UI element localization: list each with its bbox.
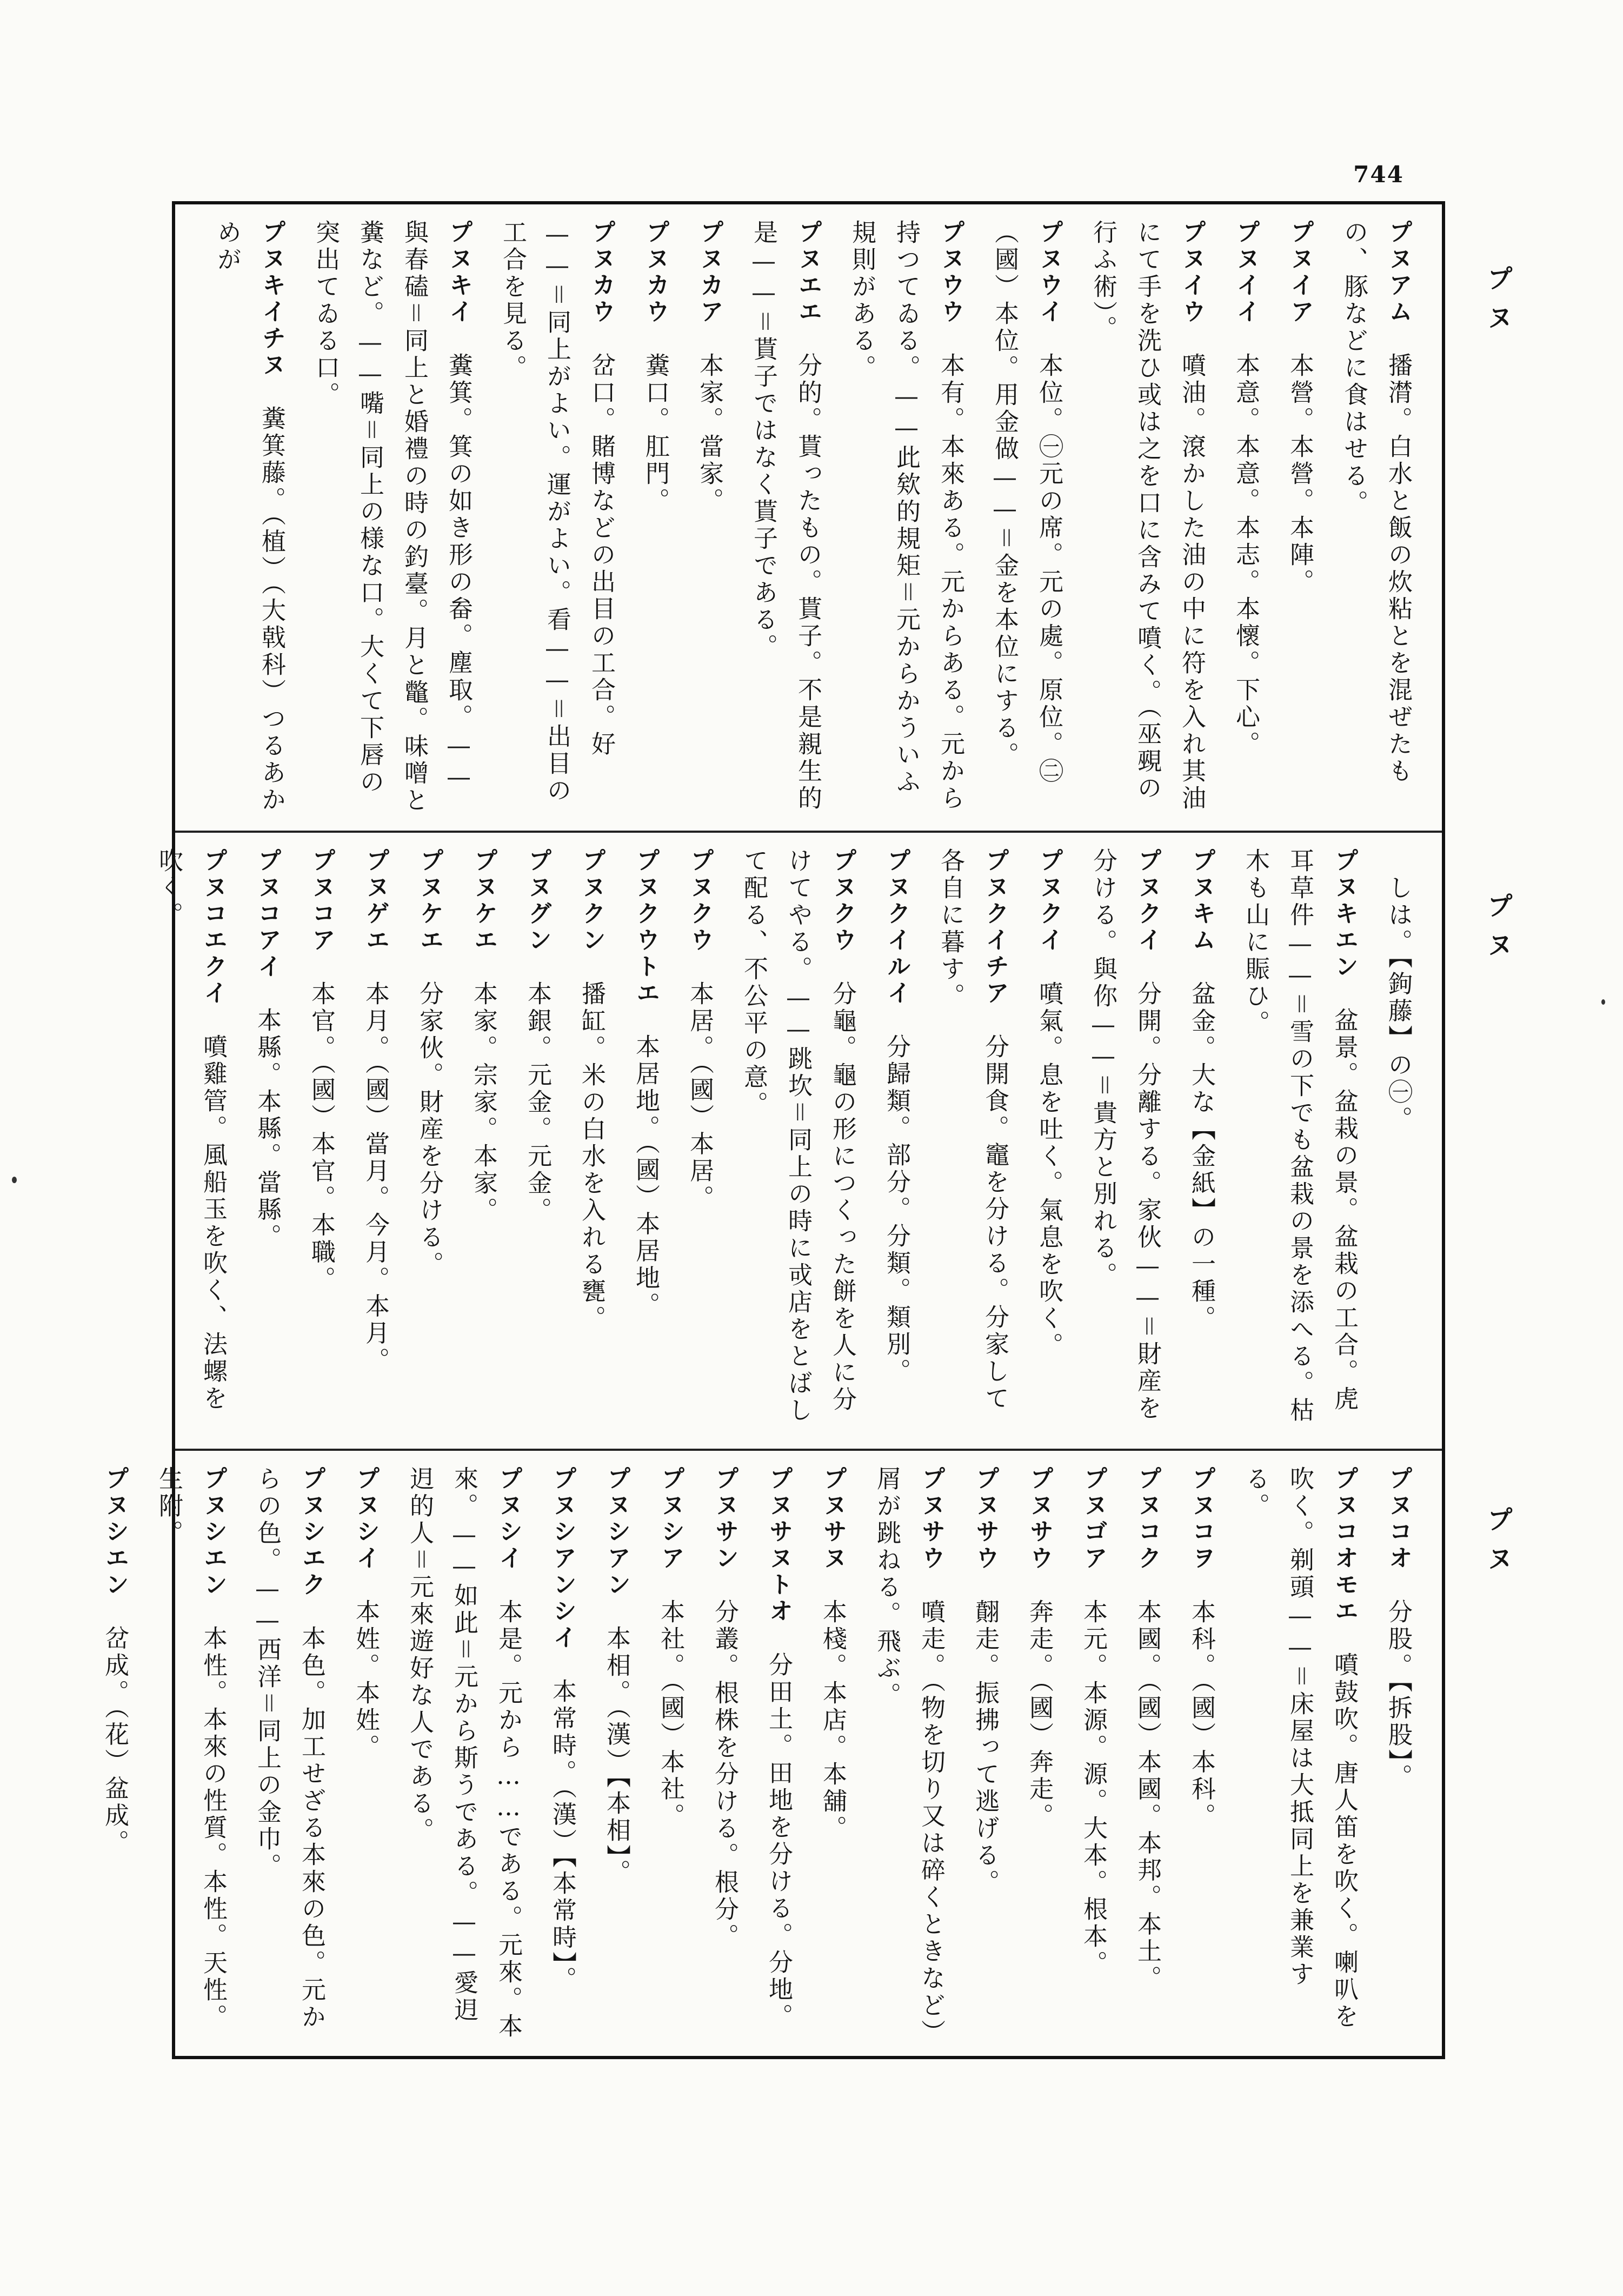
- ink-speck: [12, 1177, 17, 1183]
- dictionary-entry: [1017, 1466, 1061, 2041]
- entry-headword: プヌキイ: [445, 220, 473, 326]
- dictionary-entry: [397, 1466, 530, 2041]
- band-top: [175, 204, 1442, 831]
- entry-definition: 糞口。肛門。: [641, 353, 670, 515]
- dictionary-frame: [101, 201, 1445, 2059]
- entry-definition: 糞箕。箕の如き形の畚。塵取。——與春磕＝同上と婚禮の時の釣臺。月と鼈。味噌と糞など。——嘴＝同上の様な口。大くて下唇の突出てゐる口。: [311, 220, 473, 814]
- dictionary-entry: [702, 1466, 747, 2041]
- entry-definition: 分開。分離する。家伙——＝財産を分ける。與你——＝貴方と別れる。: [1089, 848, 1162, 1422]
- entry-definition: 本位。㊀元の席。元の處。原位。㊁（國）本位。用金做——＝金を本位にする。: [990, 220, 1063, 785]
- entry-definition: 分的。貰ったもの。貰子。不是親生的是——＝貰子ではなく貰子である。: [749, 220, 822, 812]
- entry-definition: 本國。（國）本國。本邦。本土。: [1133, 1599, 1162, 1993]
- dictionary-entry: [205, 220, 294, 815]
- dictionary-entry: [461, 848, 505, 1434]
- entry-headword: プヌカウ: [642, 220, 669, 326]
- entry-headword: プヌクン: [578, 848, 606, 954]
- entry-definition: 奔走。（國）奔走。: [1025, 1599, 1054, 1830]
- entry-definition: 分田土。田地を分ける。分地。: [764, 1652, 793, 2030]
- dictionary-entry: [1071, 1466, 1115, 2041]
- entry-definition: 噴鼓吹。唐人笛を吹く。喇叭を吹く。剃頭——＝床屋は大抵同上を兼業する。: [1241, 1466, 1359, 2030]
- dictionary-entry: [353, 848, 397, 1434]
- dictionary-entry: [1179, 848, 1223, 1434]
- entry-definition: 分叢。根株を分ける。根分。: [710, 1599, 739, 1950]
- entry-definition: 本居地。（國）本居地。: [631, 1034, 660, 1319]
- dictionary-entry: [407, 848, 451, 1434]
- entry-headword: プヌサウ: [972, 1466, 999, 1572]
- entry-list-bottom: [101, 1466, 1420, 2041]
- entry-headword: プヌアム: [1385, 220, 1412, 326]
- entry-definition: 本月。（國）當月。今月。本月。: [361, 981, 390, 1375]
- entry-list-middle: [155, 848, 1420, 1434]
- entry-definition: 盆金。大な【金紙】の一種。: [1187, 981, 1216, 1332]
- entry-definition: 本相。（漢）【本相】。: [602, 1625, 631, 1887]
- entry-headword: プヌクイルイ: [883, 848, 910, 1007]
- dictionary-entry: [299, 848, 343, 1434]
- entry-definition: 本家。宗家。本家。: [469, 981, 498, 1224]
- dictionary-entry: [245, 1466, 334, 2041]
- entry-definition: しは。【鉤藤】の㊀。: [1384, 875, 1413, 1133]
- dictionary-entry: [1081, 220, 1214, 815]
- dictionary-entry: [874, 848, 919, 1434]
- entry-headword: プヌサウ: [1026, 1466, 1053, 1572]
- dictionary-entry: [648, 1466, 693, 2041]
- entry-definition: 本居。（國）本居。: [686, 981, 714, 1212]
- entry-definition: 噴雞管。風船玉を吹く、法螺を吹く。: [155, 848, 228, 1412]
- entry-headword: プヌサウ: [917, 1466, 945, 1572]
- band-middle: [155, 831, 1442, 1449]
- entry-definition: 本色。加工せざる本來の色。元からの色。——西洋＝同上の金巾。: [253, 1466, 326, 2031]
- entry-headword: プヌクウトエ: [632, 848, 660, 1007]
- dictionary-entry: [1223, 220, 1268, 815]
- entry-headword: プヌウウ: [937, 220, 965, 326]
- entry-headword: プヌコク: [1134, 1466, 1161, 1572]
- entry-definition: 分家伙。財産を分ける。: [415, 981, 444, 1278]
- entry-headword: プヌイウ: [1178, 220, 1206, 326]
- dictionary-entry: [1179, 1466, 1223, 2041]
- entry-definition: 岔成。（花）盆成。: [101, 1625, 129, 1857]
- entry-headword: プヌコア: [308, 848, 335, 954]
- entry-headword: プヌクイ: [1134, 848, 1161, 954]
- ink-speck: [1601, 999, 1605, 1005]
- entry-definition: 噴氣。息を吐く。氣息を吹く。: [1035, 981, 1063, 1359]
- entry-definition: 本有。本來ある。元からある。元から持つてゐる。——此欸的規矩＝元からかういふ規則がある。: [848, 220, 965, 812]
- dictionary-entry: [594, 1466, 638, 2041]
- entry-headword: プヌシアン: [603, 1466, 630, 1598]
- entry-headword: プヌゴア: [1080, 1466, 1107, 1572]
- dictionary-entry: [810, 1466, 855, 2041]
- dictionary-entry: [147, 848, 235, 1434]
- entry-headword: プヌイイ: [1232, 220, 1260, 326]
- entry-definition: 本棧。本店。本舖。: [819, 1599, 847, 1842]
- entry-definition: 本性。本來の性質。本性。天性。生附。: [155, 1466, 228, 2031]
- dictionary-entry: [569, 848, 614, 1434]
- dictionary-entry: [982, 220, 1071, 815]
- dictionary-entry: [245, 848, 289, 1434]
- entry-definition: 本常時。（漢）【本常時】。: [548, 1678, 577, 1994]
- dictionary-entry: [756, 1466, 801, 2041]
- entry-headword: プヌコエクイ: [199, 848, 227, 1007]
- entry-headword: プヌシエン: [199, 1466, 227, 1598]
- dictionary-entry: [515, 848, 560, 1434]
- entry-definition: 岔口。賭博などの出目の工合。好——＝同上がよい。運がよい。看——＝出目の工合を見る。: [498, 220, 616, 805]
- entry-headword: プヌクイチア: [981, 848, 1009, 1007]
- entry-headword: プヌサン: [711, 1466, 739, 1572]
- page-number: 744: [1353, 161, 1404, 188]
- entry-definition: 噴油。滾かした油の中に符を入れ其油にて手を洗ひ或は之を口に含みて噴く。（巫覡の行ふ術）。: [1089, 220, 1206, 812]
- dictionary-entry: [731, 848, 864, 1434]
- entry-definition: 分歸類。部分。分類。類別。: [882, 1034, 911, 1385]
- entry-definition: 本意。本意。本志。本懷。下心。: [1232, 353, 1260, 758]
- dictionary-entry: [963, 1466, 1007, 2041]
- entry-headword: プヌケエ: [416, 848, 443, 954]
- entry-headword: プヌキエン: [1331, 848, 1358, 980]
- entry-definition: 本銀。元金。元金。: [523, 981, 552, 1224]
- dictionary-entry: [928, 848, 1017, 1434]
- dictionary-entry: [1081, 848, 1169, 1434]
- dictionary-entry: [677, 848, 722, 1434]
- entry-headword: プヌコアイ: [254, 848, 281, 980]
- entry-definition: 本營。本營。本陣。: [1286, 353, 1314, 596]
- dictionary-entry: [1233, 1466, 1366, 2041]
- dictionary-entry: [1233, 848, 1366, 1434]
- entry-headword: プヌエエ: [794, 220, 822, 326]
- entry-headword: プヌクイ: [1035, 848, 1063, 954]
- entry-definition: 本社。（國）本社。: [656, 1599, 685, 1830]
- band-bottom: [101, 1449, 1442, 2056]
- dictionary-entry: [1376, 848, 1420, 1434]
- dictionary-entry: [540, 1466, 584, 2041]
- entry-headword: プヌシエク: [298, 1466, 325, 1598]
- entry-headword: プヌシアンシイ: [549, 1466, 576, 1651]
- entry-definition: 本科。（國）本科。: [1187, 1599, 1216, 1830]
- entry-headword: プヌケエ: [470, 848, 497, 954]
- entry-headword: プヌコオ: [1385, 1466, 1412, 1572]
- side-label-middle: プヌ: [1482, 892, 1513, 970]
- entry-headword: プヌイア: [1286, 220, 1314, 326]
- dictionary-entry: [741, 220, 830, 815]
- entry-list-top: [197, 220, 1420, 815]
- dictionary-entry: [623, 848, 668, 1434]
- entry-definition: 分開食。竈を分ける。分家して各自に暮す。: [936, 848, 1009, 1412]
- dictionary-entry: [92, 1466, 137, 2041]
- entry-headword: プヌキイチヌ: [258, 220, 285, 379]
- entry-definition: 盆景。盆栽の景。盆栽の工合。虎耳草件——＝雪の下でも盆栽の景を添へる。枯木も山に賑ひ。: [1241, 848, 1359, 1424]
- dictionary-entry: [840, 220, 973, 815]
- entry-headword: プヌサヌトオ: [765, 1466, 793, 1625]
- entry-headword: プヌキム: [1188, 848, 1215, 954]
- dictionary-entry: [1376, 1466, 1420, 2041]
- dictionary-entry: [1027, 848, 1071, 1434]
- dictionary-entry: [633, 220, 677, 815]
- entry-headword: プヌサヌ: [819, 1466, 847, 1572]
- entry-definition: 本縣。本縣。當縣。: [253, 1007, 282, 1251]
- entry-definition: 糞箕藤。（植）（大戟科）つるあかめが: [213, 220, 286, 814]
- entry-definition: 翸走。振拂って逃げる。: [971, 1599, 1000, 1896]
- dictionary-entry: [490, 220, 623, 815]
- dictionary-entry: [1125, 1466, 1169, 2041]
- entry-headword: プヌコオモエ: [1331, 1466, 1358, 1625]
- entry-definition: 播缸。米の白水を入れる甕。: [577, 981, 606, 1332]
- dictionary-entry: [1278, 220, 1322, 815]
- entry-definition: 本姓。本姓。: [351, 1599, 380, 1761]
- dictionary-entry: [1332, 220, 1420, 815]
- side-label-bottom: プヌ: [1482, 1506, 1513, 1584]
- dictionary-entry: [687, 220, 731, 815]
- entry-headword: プヌウイ: [1035, 220, 1063, 326]
- dictionary-entry: [864, 1466, 953, 2041]
- entry-definition: 播潸。白水と飯の炊粘とを混ぜたもの、豚などに食はせる。: [1340, 220, 1413, 785]
- side-label-top: プヌ: [1482, 265, 1513, 343]
- entry-headword: プヌクウ: [686, 848, 714, 954]
- entry-definition: 本家。當家。: [695, 353, 724, 515]
- dictionary-entry: [343, 1466, 388, 2041]
- entry-definition: 本元。本源。源。大本。根本。: [1079, 1599, 1108, 1978]
- entry-headword: プヌカウ: [588, 220, 615, 326]
- entry-headword: プヌカア: [696, 220, 723, 326]
- entry-definition: 分股。【拆股】。: [1384, 1599, 1413, 1791]
- entry-definition: 本官。（國）本官。本職。: [307, 981, 336, 1293]
- dictionary-entry: [147, 1466, 235, 2041]
- dictionary-entry: [303, 220, 481, 815]
- entry-definition: 分龜。龜の形につくった餅を人に分けてやる。——跳坎＝同上の時に戓店をとばして配る、不公平の意。: [740, 848, 857, 1424]
- entry-headword: プヌクウ: [829, 848, 856, 954]
- entry-headword: プヌシイ: [495, 1466, 522, 1572]
- entry-headword: プヌシエン: [101, 1466, 129, 1598]
- entry-headword: プヌグン: [524, 848, 551, 954]
- entry-headword: プヌコヲ: [1188, 1466, 1215, 1572]
- entry-definition: 噴走。（物を切り又は碎くときなど）屑が跳ねる。飛ぶ。: [873, 1466, 946, 2034]
- entry-definition: 本是。元から……である。元來。本來。——如此＝元から斯うである。——愛迌迌的人＝元來遊好な人である。: [405, 1466, 523, 2040]
- entry-headword: プヌゲエ: [362, 848, 389, 954]
- entry-headword: プヌシイ: [352, 1466, 380, 1572]
- entry-headword: プヌシア: [657, 1466, 684, 1572]
